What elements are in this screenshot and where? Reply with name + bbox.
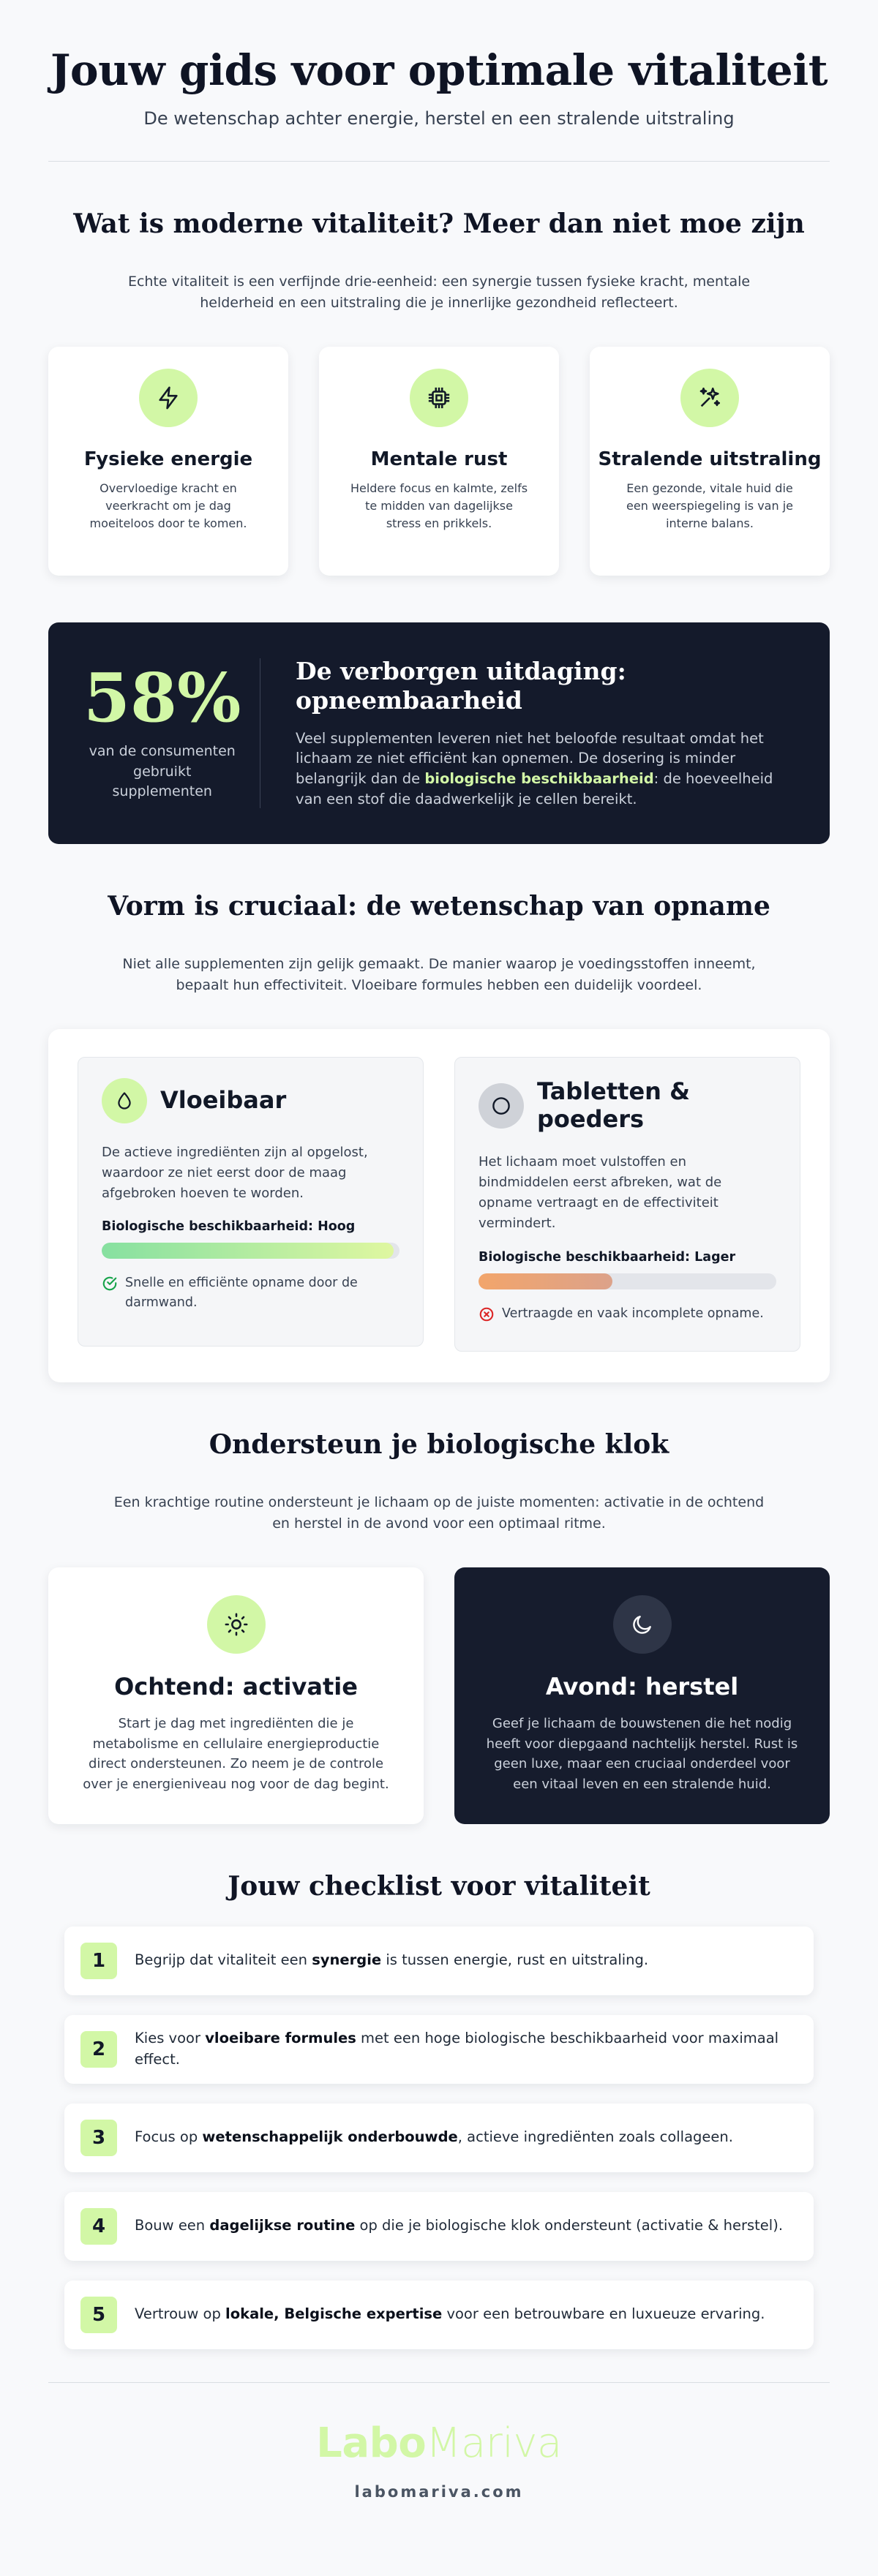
item-number: 5 xyxy=(80,2297,117,2333)
challenge-body-part: Veel supplementen leveren niet het beloofde resultaat omdat het lichaam ze niet efficiënt kan opnemen. De dosering is minder belangrijk dan de xyxy=(296,729,764,787)
liquid-outcome xyxy=(102,1273,399,1312)
checklist-item xyxy=(64,1927,814,1995)
logo-part-light: Mariva xyxy=(426,2419,562,2467)
item-number: 2 xyxy=(80,2031,117,2068)
item-text: Vertrouw op lokale, Belgische expertise voor een betrouwbare en luxueuze ervaring. xyxy=(135,2305,765,2323)
pillar-text: Heldere focus en kalmte, zelfs te midden van dagelijkse stress en prikkels. xyxy=(350,481,528,531)
stat-block xyxy=(83,658,241,802)
item-number: 4 xyxy=(80,2208,117,2245)
sun-icon xyxy=(207,1595,266,1654)
clock-title: Ondersteun je biologische klok xyxy=(209,1428,669,1460)
pillar-text: Een gezonde, vitale huid die een weerspiegeling is van je interne balans. xyxy=(626,481,793,531)
challenge-body xyxy=(296,728,795,810)
check-circle-icon xyxy=(102,1276,118,1312)
pillar-title: Mentale rust xyxy=(370,448,508,470)
checklist-item xyxy=(64,2104,814,2172)
comparison-card xyxy=(48,1029,830,1382)
website-link[interactable]: labomariva.com xyxy=(354,2482,524,2501)
morning-card xyxy=(48,1567,424,1824)
item-number: 1 xyxy=(80,1943,117,1979)
item-text: Kies voor vloeibare formules met een hoge biologische beschikbaarheid voor maximaal effect. xyxy=(135,2030,779,2068)
absorption-title: Vorm is cruciaal: de wetenschap van opname xyxy=(108,890,770,922)
checklist-item xyxy=(64,2015,814,2084)
brand-logo[interactable] xyxy=(48,2419,830,2467)
hero-section xyxy=(48,0,830,129)
clock-intro: Een krachtige routine ondersteunt je lichaam op de juiste momenten: activatie in de ochtend en herstel in de avond voor een optimaal ritme. xyxy=(113,1494,765,1532)
droplet-icon xyxy=(102,1078,147,1123)
tablets-outcome xyxy=(479,1304,776,1328)
checklist-item xyxy=(64,2192,814,2261)
moon-icon xyxy=(613,1595,672,1654)
page-title: Jouw gids voor optimale vitaliteit xyxy=(50,45,828,95)
tablets-bio-label: Biologische beschikbaarheid: Lager xyxy=(479,1249,736,1265)
evening-text: Geef je lichaam de bouwstenen die het nodig heeft voor diepgaand nachtelijk herstel. Rust is geen luxe, maar een cruciaal onderdeel voor een vitaal leven en een stralende huid. xyxy=(486,1715,798,1793)
clock-cards xyxy=(48,1567,830,1824)
lightning-icon xyxy=(139,369,198,427)
pillar-card-mental xyxy=(319,347,559,576)
tablets-bio-bar xyxy=(479,1273,776,1289)
vitality-intro: Echte vitaliteit is een verfijnde drie-eenheid: een synergie tussen fysieke kracht, mentale helderheid en een uitstraling die je innerlijke gezondheid reflecteert. xyxy=(127,274,751,312)
pillar-card-radiance xyxy=(590,347,830,576)
liquid-outcome-text: Snelle en efficiënte opname door de darmwand. xyxy=(125,1276,358,1310)
circle-icon xyxy=(479,1083,524,1129)
challenge-text xyxy=(296,657,795,809)
evening-card xyxy=(454,1567,830,1824)
tablets-outcome-text: Vertraagde en vaak incomplete opname. xyxy=(502,1306,764,1321)
evening-title: Avond: herstel xyxy=(545,1672,739,1701)
footer xyxy=(48,2383,830,2501)
stat-caption: van de consumenten gebruikt supplementen xyxy=(89,743,236,800)
tablets-text: Het lichaam moet vulstoffen en bindmiddelen eerst afbreken, wat de opname vertraagt en de effectiviteit vermindert. xyxy=(479,1154,722,1231)
liquid-title: Vloeibaar xyxy=(160,1085,287,1114)
checklist-item xyxy=(64,2281,814,2349)
vitality-title: Wat is moderne vitaliteit? Meer dan niet moe zijn xyxy=(73,208,805,239)
pillar-title: Fysieke energie xyxy=(83,448,253,470)
pillar-cards xyxy=(48,347,830,576)
item-number: 3 xyxy=(80,2120,117,2156)
absorption-section xyxy=(48,891,830,1382)
chip-icon xyxy=(410,369,468,427)
challenge-body-part: : de hoeveelheid van een stof die daadwerkelijk je cellen bereikt. xyxy=(296,769,773,807)
checklist-section xyxy=(48,1871,830,2349)
pillar-title: Stralende uitstraling xyxy=(598,448,822,470)
clock-section xyxy=(48,1429,830,1824)
stat-value: 58% xyxy=(83,658,241,738)
x-circle-icon xyxy=(479,1306,495,1328)
logo-part-bold: Labo xyxy=(316,2419,427,2467)
bioavailability-highlight: biologische beschikbaarheid xyxy=(424,769,654,787)
challenge-title: De verborgen uitdaging: opneembaarheid xyxy=(296,657,626,715)
absorption-intro: Niet alle supplementen zijn gelijk gemaakt. De manier waarop je voedingsstoffen inneemt, bepaalt hun effectiviteit. Vloeibare formules hebben een duidelijk voordeel. xyxy=(122,955,756,994)
tablets-box xyxy=(454,1057,800,1352)
pillar-text: Overvloedige kracht en veerkracht om je dag moeiteloos door te komen. xyxy=(89,481,247,531)
liquid-bio-fill xyxy=(102,1243,394,1259)
hero-divider xyxy=(48,161,830,162)
sparkle-icon xyxy=(680,369,739,427)
item-text: Begrijp dat vitaliteit een synergie is tussen energie, rust en uitstraling. xyxy=(135,1951,649,1969)
pillar-card-physical xyxy=(48,347,288,576)
liquid-bio-label: Biologische beschikbaarheid: Hoog xyxy=(102,1219,356,1235)
liquid-text: De actieve ingrediënten zijn al opgelost, waardoor ze niet eerst door de maag afgebroken hoeven te worden. xyxy=(102,1144,368,1201)
morning-text: Start je dag met ingrediënten die je metabolisme en cellulaire energieproductie direct ondersteunen. Zo neem je de controle over je energieniveau nog voor de dag begint. xyxy=(83,1715,389,1793)
liquid-box xyxy=(78,1057,424,1347)
challenge-panel xyxy=(48,622,830,844)
morning-title: Ochtend: activatie xyxy=(114,1672,358,1701)
item-text: Focus op wetenschappelijk onderbouwde, actieve ingrediënten zoals collageen. xyxy=(135,2128,733,2146)
liquid-bio-bar xyxy=(102,1243,399,1259)
vitality-section xyxy=(48,208,830,576)
checklist xyxy=(64,1927,814,2349)
checklist-title: Jouw checklist voor vitaliteit xyxy=(228,1870,650,1902)
tablets-title: Tabletten & poeders xyxy=(537,1077,690,1133)
page-subtitle: De wetenschap achter energie, herstel en een stralende uitstraling xyxy=(143,108,735,129)
tablets-bio-fill xyxy=(479,1273,612,1289)
item-text: Bouw een dagelijkse routine op die je biologische klok ondersteunt (activatie & herstel). xyxy=(135,2217,784,2234)
